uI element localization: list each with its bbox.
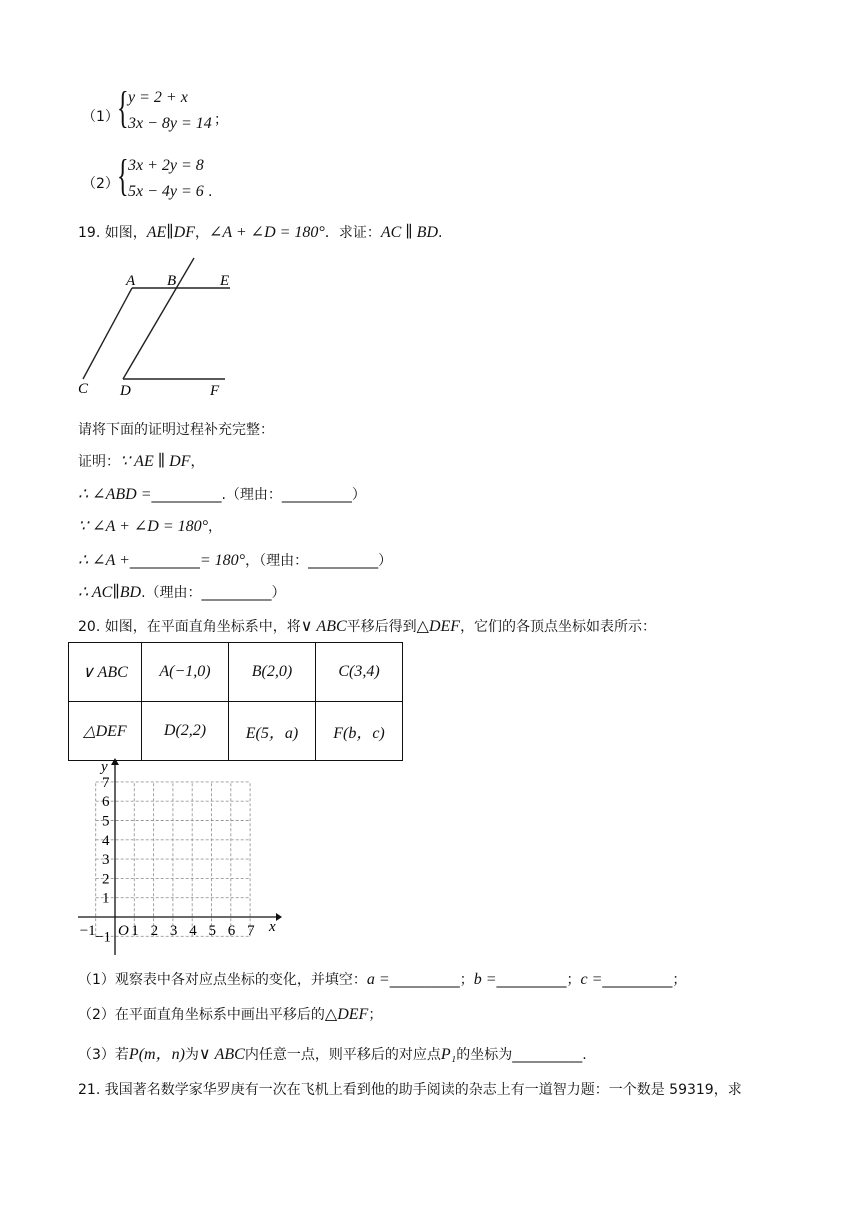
table-cell: B(2,0) [229, 643, 316, 702]
sub2-brace: { [117, 151, 129, 200]
p19-figure [70, 255, 250, 400]
proof-line-4: ∴ ∠A +__________= 180°，（理由：__________） [78, 552, 393, 569]
p20-q3: （3）若P(m，n)为∨ ABC内任意一点，则平移后的对应点P₁的坐标为__________. [78, 1046, 587, 1063]
x-axis-label: x [269, 919, 276, 935]
label-E: E [220, 273, 230, 289]
proof-line-3: ∵ ∠A + ∠D = 180°， [78, 518, 223, 535]
table-row [69, 643, 403, 702]
y-tick-label: 3 [102, 852, 110, 869]
x-axis-arrow [276, 913, 282, 921]
p19-stem: 19. 如图，AE∥DF，∠A + ∠D = 180°．求证：AC ∥ BD. [78, 224, 443, 241]
x-tick-label: 4 [189, 923, 197, 939]
table-cell: △DEF [69, 702, 142, 761]
p19-instruction: 请将下面的证明过程补充完整： [78, 422, 274, 438]
y-tick-label: 5 [102, 813, 110, 830]
x-tick-label: −1 [79, 923, 96, 939]
y-tick-labels [95, 775, 111, 945]
sub1-number: （1） [82, 109, 119, 125]
x-tick-label: 1 [131, 923, 139, 939]
y-tick-label: 4 [102, 832, 110, 849]
table-cell: F(b，c) [316, 702, 403, 761]
table-cell: D(2,2) [142, 702, 229, 761]
label-C: C [78, 381, 89, 397]
p20-q2: （2）在平面直角坐标系中画出平移后的△DEF； [78, 1006, 383, 1023]
sub1-brace: { [117, 83, 129, 132]
sub1-end: ； [214, 112, 228, 128]
table-row [69, 702, 403, 761]
proof-line-2: ∴ ∠ABD =__________.（理由：__________） [78, 486, 366, 503]
p20-q1: （1）观察表中各对应点坐标的变化，并填空：a =__________；b =__________；c =__________； [78, 971, 687, 988]
x-tick-label: 3 [169, 923, 178, 939]
table-cell: C(3,4) [316, 643, 403, 702]
coordinate-table [68, 642, 403, 761]
sub1-eq2: 3x − 8y = 14 [128, 115, 212, 132]
sub2-eq2: 5x − 4y = 6 [128, 183, 204, 200]
x-tick-label: 6 [227, 923, 236, 939]
p20-stem: 20. 如图，在平面直角坐标系中，将∨ ABC平移后得到△DEF，它们的各顶点坐标如表所示： [78, 618, 657, 635]
y-axis-arrow [111, 758, 119, 765]
sub2-eq1: 3x + 2y = 8 [128, 157, 204, 174]
label-B: B [167, 273, 177, 289]
label-A: A [126, 273, 136, 289]
grid-lines [96, 782, 250, 936]
y-tick-label: 7 [102, 774, 110, 791]
p21-stem: 21. 我国著名数学家华罗庚有一次在飞机上看到他的助手阅读的杂志上有一道智力题：一个数是 59319，求 [78, 1082, 742, 1098]
label-F: F [210, 383, 220, 399]
origin-label: O [118, 923, 129, 939]
proof-line-5: ∴ AC∥BD.（理由：__________） [78, 584, 286, 601]
coordinate-grid [68, 755, 288, 965]
sub1-eq1: y = 2 + x [128, 89, 188, 106]
y-tick-label: −1 [95, 929, 111, 946]
sub2-number: （2） [82, 176, 119, 192]
x-tick-label: 5 [208, 923, 216, 939]
proof-line-1: 证明：∵ AE ∥ DF， [78, 453, 205, 470]
y-tick-label: 2 [102, 871, 110, 888]
y-axis-label: y [101, 759, 108, 775]
sub2-end: . [208, 184, 213, 200]
label-D: D [120, 383, 131, 399]
line-AC [83, 288, 132, 379]
x-tick-label: 2 [150, 923, 159, 939]
y-tick-label: 1 [102, 890, 110, 907]
y-tick-label: 6 [102, 794, 110, 811]
table-cell: E(5，a) [229, 702, 316, 761]
table-cell: ∨ ABC [69, 643, 142, 702]
x-tick-label: 7 [247, 923, 255, 939]
table-cell: A(−1,0) [142, 643, 229, 702]
